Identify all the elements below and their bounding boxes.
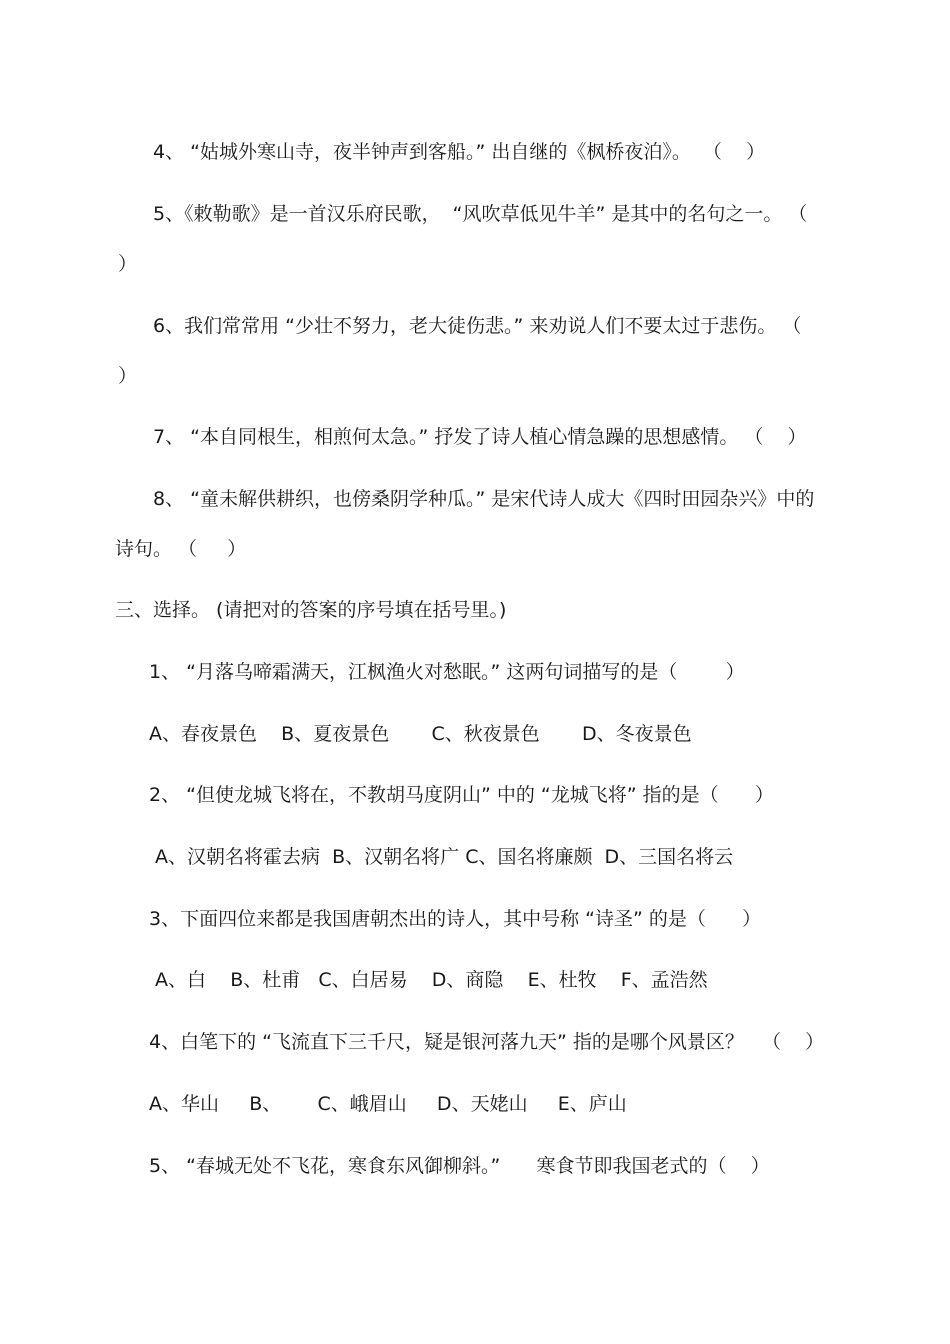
- section-heading: 三、选择。 (请把对的答案的序号填在括号里。): [115, 599, 507, 621]
- judgment-item-4: 4、 “姑城外寒山寺，夜半钟声到客船。” 出自继的《枫桥夜泊》。 （ ）: [153, 141, 766, 163]
- question-5: 5、 “春城无处不飞花，寒食东风御柳斜。” 寒食节即我国老式的（ ）: [149, 1155, 770, 1177]
- question-2-options: A、汉朝名将霍去病 B、汉朝名将广 C、国名将廉颇 D、三国名将云: [149, 846, 734, 868]
- judgment-item-7: 7、 “本自同根生，相煎何太急。” 抒发了诗人植心情急躁的思想感情。 （ ）: [153, 426, 807, 448]
- question-3-options: A、白 B、杜甫 C、白居易 D、商隐 E、杜牧 F、孟浩然: [149, 969, 708, 991]
- question-4-options: A、华山 B、 C、峨眉山 D、天姥山 E、庐山: [149, 1093, 627, 1115]
- question-4: 4、白笔下的 “飞流直下三千尺，疑是银河落九天” 指的是哪个风景区？ （ ）: [149, 1031, 825, 1053]
- question-2: 2、 “但使龙城飞将在，不教胡马度阴山” 中的 “龙城飞将” 指的是（ ）: [149, 784, 774, 806]
- question-1-options: A、春夜景色 B、夏夜景色 C、秋夜景色 D、冬夜景色: [149, 723, 692, 745]
- question-3: 3、下面四位来都是我国唐朝杰出的诗人，其中号称 “诗圣” 的是（ ）: [149, 908, 762, 930]
- judgment-item-8-continuation: 诗句。 （ ）: [115, 538, 247, 560]
- judgment-item-5: 5、《敕勒歌》是一首汉乐府民歌， “风吹草低见牛羊” 是其中的名句之一。 （: [153, 203, 808, 225]
- judgment-item-5-continuation: ）: [118, 253, 138, 275]
- question-1: 1、 “月落乌啼霜满天，江枫渔火对愁眠。” 这两句词描写的是（ ）: [149, 661, 745, 683]
- judgment-item-8: 8、 “童未解供耕织，也傍桑阴学种瓜。” 是宋代诗人成大《四时田园杂兴》中的: [153, 488, 815, 510]
- judgment-item-6-continuation: ）: [118, 365, 138, 387]
- judgment-item-6: 6、我们常常用 “少壮不努力，老大徒伤悲。” 来劝说人们不要太过于悲伤。 （: [153, 315, 802, 337]
